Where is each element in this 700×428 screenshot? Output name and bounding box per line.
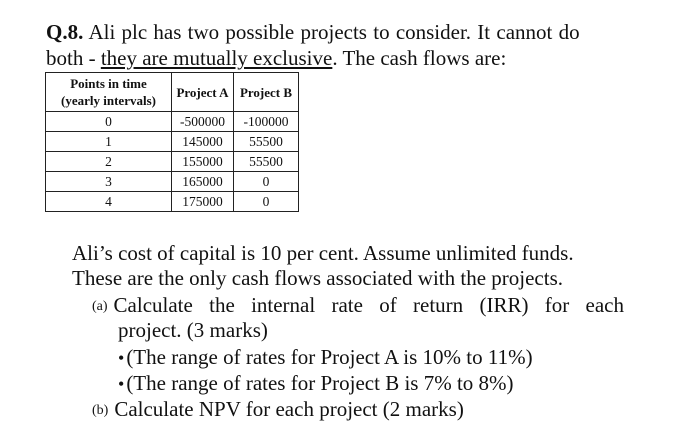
bullet-item-project-a [118, 345, 533, 370]
header-project-b: Project B [234, 73, 299, 112]
question-line-1 [46, 20, 580, 44]
question-line2-post: . The cash flows are: [332, 46, 507, 70]
part-a-word: (IRR) [479, 293, 529, 317]
header-project-a: Project A [172, 73, 234, 112]
part-a-line-1 [92, 293, 624, 319]
cell-project-a: 175000 [172, 192, 234, 212]
question-line-2 [46, 46, 506, 70]
table-row [46, 132, 299, 152]
cost-of-capital-text: Ali’s cost of capital is 10 per cent. Assume unlimited funds. [72, 241, 574, 265]
cell-time: 4 [46, 192, 172, 212]
part-a-word: the [209, 293, 235, 317]
cash-flow-table [45, 72, 299, 212]
cell-project-b: 0 [234, 192, 299, 212]
question-line2-pre: both - [46, 46, 101, 70]
table-row [46, 192, 299, 212]
part-a-line-2: project. (3 marks) [118, 318, 268, 342]
cell-project-a: 145000 [172, 132, 234, 152]
question-number: Q.8. [46, 20, 84, 44]
part-a-word: each [585, 293, 624, 317]
question-intro-text: Ali plc has two possible projects to consider. It cannot do [88, 20, 580, 44]
cell-project-b: 55500 [234, 132, 299, 152]
bullet-icon: • [118, 348, 125, 368]
part-a-word: rate [331, 293, 363, 317]
bullet-icon: • [118, 374, 125, 394]
header-points-in-time [46, 73, 172, 112]
part-a-word: internal [251, 293, 316, 317]
cell-time: 0 [46, 112, 172, 132]
part-b-text: Calculate NPV for each project (2 marks) [114, 397, 464, 421]
cell-project-a: 155000 [172, 152, 234, 172]
underlined-phrase: they are mutually exclusive [100, 46, 333, 70]
part-b-line [92, 397, 464, 423]
bullet-item-project-b [118, 371, 514, 396]
part-a-word: return [413, 293, 464, 317]
table-row [46, 172, 299, 192]
header-points-in-time-label: Points in time (yearly intervals) [61, 76, 156, 108]
part-a-word: of [379, 293, 397, 317]
cell-time: 1 [46, 132, 172, 152]
part-a-word-text: Calculate [113, 293, 193, 317]
part-a-marker: (a) [92, 299, 108, 314]
table-row [46, 152, 299, 172]
cell-time: 3 [46, 172, 172, 192]
table-row [46, 112, 299, 132]
cell-project-b: 55500 [234, 152, 299, 172]
part-a-word [92, 293, 193, 319]
part-b-marker: (b) [92, 403, 109, 418]
cell-time: 2 [46, 152, 172, 172]
cash-flow-note-text: These are the only cash flows associated with the projects. [72, 266, 564, 290]
table-header-row [46, 73, 299, 112]
part-a-word: for [544, 293, 570, 317]
cell-project-b: -100000 [234, 112, 299, 132]
cell-project-a: 165000 [172, 172, 234, 192]
cell-project-b: 0 [234, 172, 299, 192]
cell-project-a: -500000 [172, 112, 234, 132]
bullet-text: (The range of rates for Project B is 7% to 8%) [126, 371, 514, 395]
bullet-text: (The range of rates for Project A is 10% to 11%) [126, 345, 533, 369]
